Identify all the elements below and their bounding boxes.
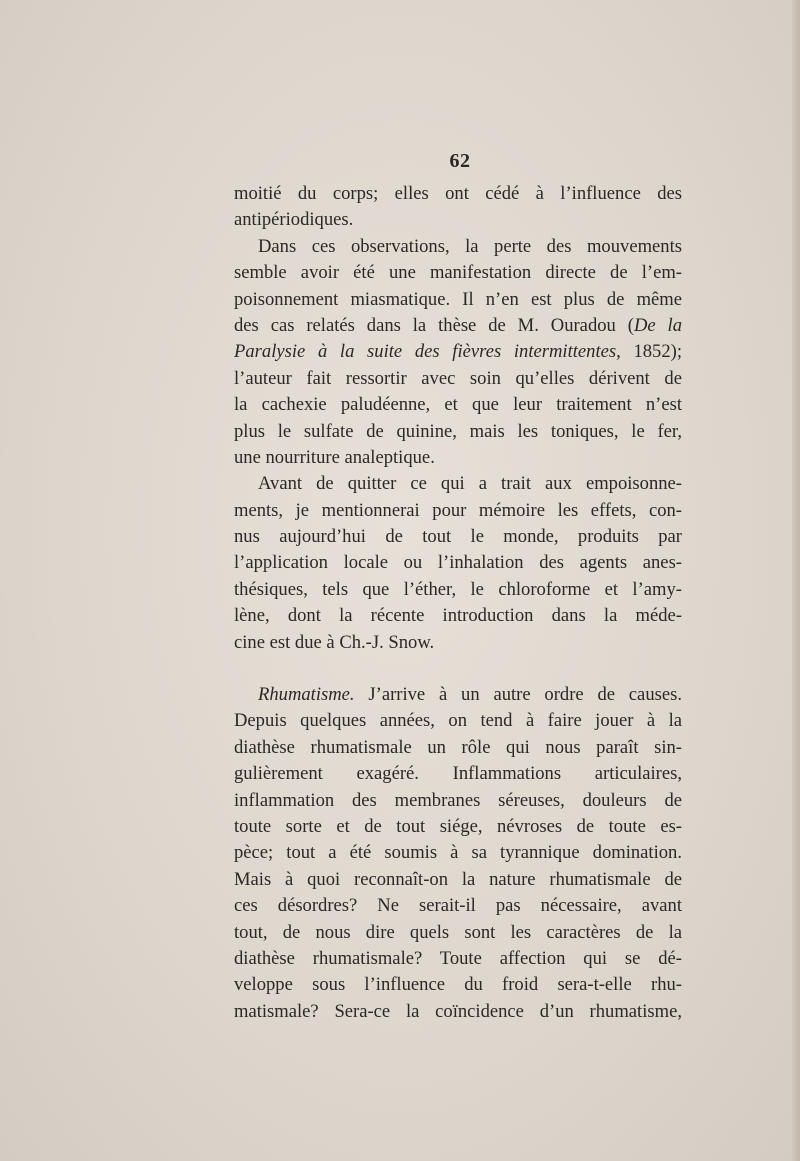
paragraph-1 (234, 181, 682, 234)
text-line: lène, dont la récente introduction dans la méde- (234, 605, 682, 627)
text-line: diathèse rhumatismale un rôle qui nous paraît sin- (234, 736, 682, 758)
text-line: poisonnement miasmatique. Il n’en est plus de même (234, 288, 682, 310)
text-line: tout, de nous dire quels sont les caractères de la (234, 921, 682, 943)
paragraph-3 (234, 471, 682, 656)
text-line: toute sorte et de tout siége, névroses de toute es- (234, 815, 682, 837)
text-line: thésiques, tels que l’éther, le chloroforme et l’amy- (234, 578, 682, 600)
text-line: la cachexie paludéenne, et que leur traitement n’est (234, 394, 682, 416)
section-gap (234, 656, 682, 682)
text-line: nus aujourd’hui de tout le monde, produits par (234, 526, 682, 548)
paragraph-4 (234, 682, 682, 1025)
text-line: inflammation des membranes séreuses, douleurs de (234, 789, 682, 811)
text-line: l’application locale ou l’inhalation des agents anes- (234, 552, 682, 574)
text-line: pèce; tout a été soumis à sa tyrannique domination. (234, 842, 682, 864)
section-heading: Rhumatisme. (258, 684, 355, 706)
text-line: gulièrement exagéré. Inflammations articulaires, (234, 763, 682, 785)
text-line: ments, je mentionnerai pour mémoire les effets, con- (234, 499, 682, 521)
text-run: des cas relatés dans la thèse de M. Ouradou ( (234, 314, 634, 336)
text-run: J’arrive à un autre ordre de causes. (354, 684, 682, 706)
text-line: plus le sulfate de quinine, mais les toniques, le fer, (234, 420, 682, 442)
italic-title: De la (633, 314, 682, 336)
text-line: Depuis quelques années, on tend à faire jouer à la (234, 710, 682, 732)
text-line: moitié du corps; elles ont cédé à l’influence des (234, 183, 682, 204)
text-line: cine est due à Ch.-J. Snow. (234, 631, 435, 653)
text-line: veloppe sous l’influence du froid sera-t-elle rhu- (234, 974, 682, 996)
page-edge (792, 0, 800, 1161)
text-line: Dans ces observations, la perte des mouvements (258, 235, 682, 257)
text-line (234, 313, 682, 339)
text-line: semble avoir été une manifestation directe de l’em- (234, 262, 682, 284)
text-run: 1852); (620, 341, 682, 363)
text-line: matismale? Sera-ce la coïncidence d’un rhumatisme, (234, 1000, 682, 1022)
text-line: l’auteur fait ressortir avec soin qu’elles dérivent de (234, 367, 682, 389)
text-line: ces désordres? Ne serait-il pas nécessaire, avant (234, 895, 682, 917)
paragraph-2 (234, 234, 682, 472)
italic-title: Paralysie à la suite des fièvres intermittentes, (234, 341, 621, 363)
text-line: diathèse rhumatismale? Toute affection qui se dé- (234, 947, 682, 969)
text-line: Avant de quitter ce qui a trait aux empoisonne- (258, 473, 682, 495)
text-line (234, 682, 682, 708)
text-block (234, 181, 682, 1025)
page-number: 62 (449, 150, 471, 172)
text-line: une nourriture analeptique. (234, 446, 435, 468)
text-line: Mais à quoi reconnaît-on la nature rhumatismale de (234, 868, 682, 890)
text-line: antipériodiques. (234, 209, 354, 231)
text-line (234, 339, 682, 365)
